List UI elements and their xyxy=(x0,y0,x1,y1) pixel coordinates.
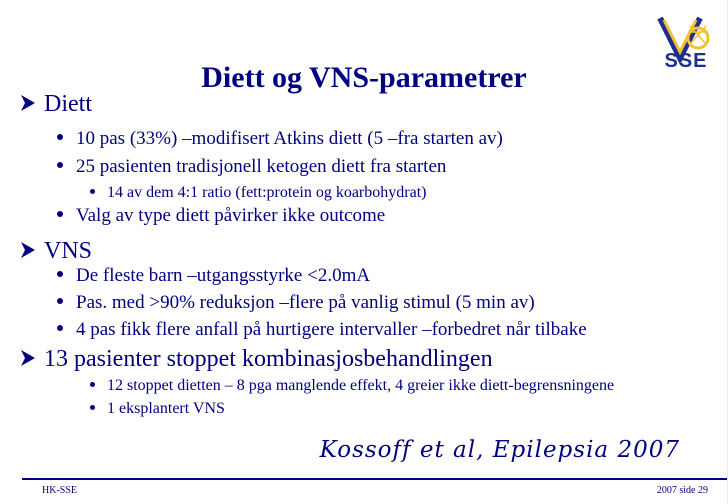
citation: Kossoff et al, Epilepsia 2007 xyxy=(319,437,680,463)
list-item: 10 pas (33%) –modifisert Atkins diett (5 –fra starten av) xyxy=(57,128,503,150)
list-item: 12 stoppet dietten – 8 pga manglende effekt, 4 greier ikke diett-begrensningene xyxy=(90,377,614,395)
list-item: 4 pas fikk flere anfall på hurtigere intervaller –forbedret når tilbake xyxy=(57,319,587,341)
section-label: VNS xyxy=(44,238,93,264)
list-item: 25 pasienten tradisjonell ketogen diett fra starten xyxy=(57,156,446,178)
slide-title: Diett og VNS-parametrer xyxy=(201,61,527,94)
logo-text: SSE xyxy=(664,50,708,72)
footer-left: HK-SSE xyxy=(42,485,78,496)
section-label: Diett xyxy=(44,91,92,117)
list-item: Pas. med >90% reduksjon –flere på vanlig stimul (5 min av) xyxy=(57,292,535,314)
section-label: 13 pasienter stoppet kombinasjosbehandlingen xyxy=(44,346,493,372)
footer-page-number: 2007 side 29 xyxy=(656,485,708,496)
list-item: 1 eksplantert VNS xyxy=(90,400,225,418)
list-item: 14 av dem 4:1 ratio (fett:protein og koarbohydrat) xyxy=(90,184,426,202)
list-item: Valg av type diett påvirker ikke outcome xyxy=(57,205,385,227)
list-item: De fleste barn –utgangsstyrke <2.0mA xyxy=(57,265,370,287)
